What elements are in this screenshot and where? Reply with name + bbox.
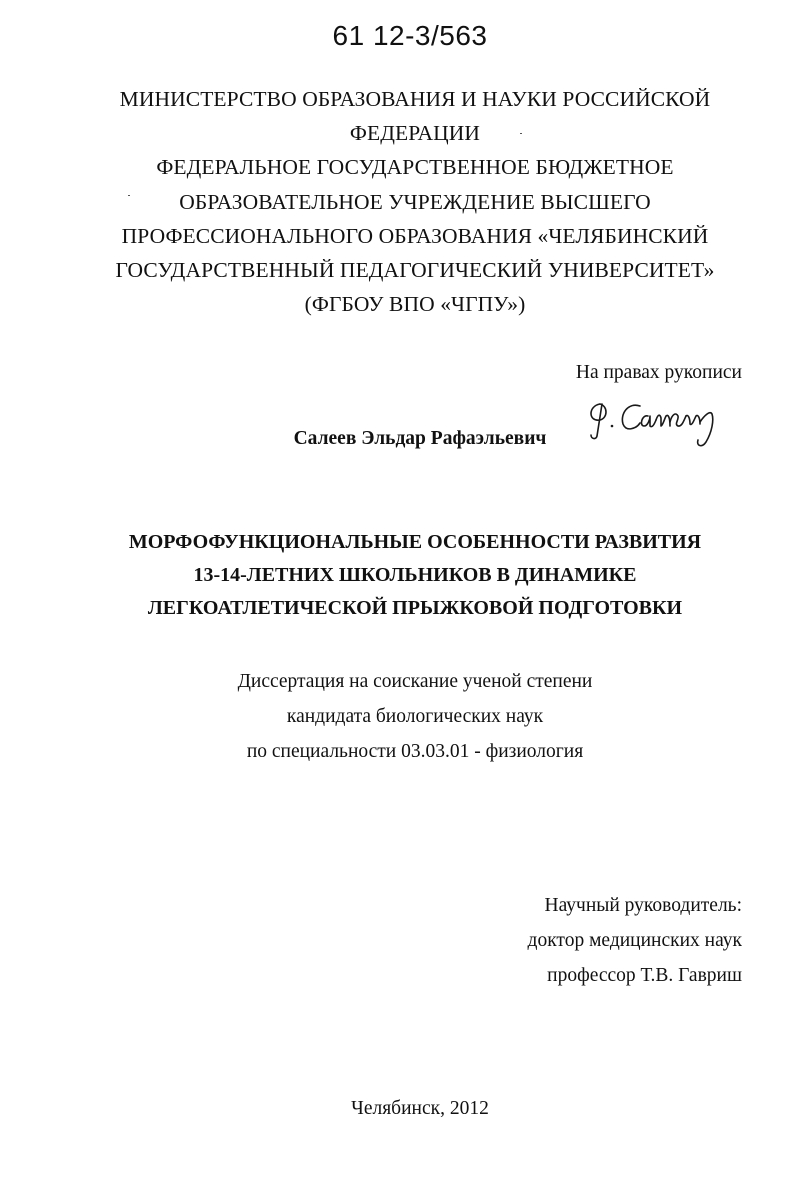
scan-speck xyxy=(128,195,130,196)
degree-line: по специальности 03.03.01 - физиология xyxy=(246,741,584,762)
supervisor-line: профессор Т.В. Гавриш xyxy=(547,965,742,986)
title-line: МОРФОФУНКЦИОНАЛЬНЫЕ ОСОБЕННОСТИ РАЗВИТИЯ xyxy=(128,531,702,553)
author-name: Салеев Эльдар Рафаэльевич xyxy=(293,428,547,449)
degree-line: Диссертация на соискание ученой степени xyxy=(237,671,593,692)
header-line: ФЕДЕРАЛЬНОЕ ГОСУДАРСТВЕННОЕ БЮДЖЕТНОЕ xyxy=(156,155,674,180)
manuscript-rights-note: На правах рукописи xyxy=(575,362,742,383)
supervisor-line: доктор медицинских наук xyxy=(527,930,742,951)
institution-header xyxy=(40,82,790,321)
header-line: МИНИСТЕРСТВО ОБРАЗОВАНИЯ И НАУКИ РОССИЙСКОЙ xyxy=(119,87,711,111)
header-line: ПРОФЕССИОНАЛЬНОГО ОБРАЗОВАНИЯ «ЧЕЛЯБИНСКИЙ xyxy=(121,223,709,248)
scan-speck xyxy=(520,133,522,134)
header-line: ГОСУДАРСТВЕННЫЙ ПЕДАГОГИЧЕСКИЙ УНИВЕРСИТЕТ» xyxy=(115,258,715,283)
degree-line: кандидата биологических наук xyxy=(286,706,544,727)
library-stamp-code: 61 12-3/563 xyxy=(332,20,488,51)
degree-statement xyxy=(40,664,790,769)
title-line: ЛЕГКОАТЛЕТИЧЕСКОЙ ПРЫЖКОВОЙ ПОДГОТОВКИ xyxy=(147,597,683,619)
supervisor-line: Научный руководитель: xyxy=(544,895,742,916)
dissertation-title xyxy=(40,526,790,625)
title-line: 13-14-ЛЕТНИХ ШКОЛЬНИКОВ В ДИНАМИКЕ xyxy=(193,564,637,586)
city-and-year: Челябинск, 2012 xyxy=(351,1098,489,1119)
header-line: ОБРАЗОВАТЕЛЬНОЕ УЧРЕЖДЕНИЕ ВЫСШЕГО xyxy=(179,189,651,214)
header-line: (ФГБОУ ВПО «ЧГПУ») xyxy=(304,292,526,317)
header-line: ФЕДЕРАЦИИ xyxy=(349,121,481,146)
scientific-supervisor xyxy=(528,888,742,993)
handwritten-signature xyxy=(586,392,732,452)
